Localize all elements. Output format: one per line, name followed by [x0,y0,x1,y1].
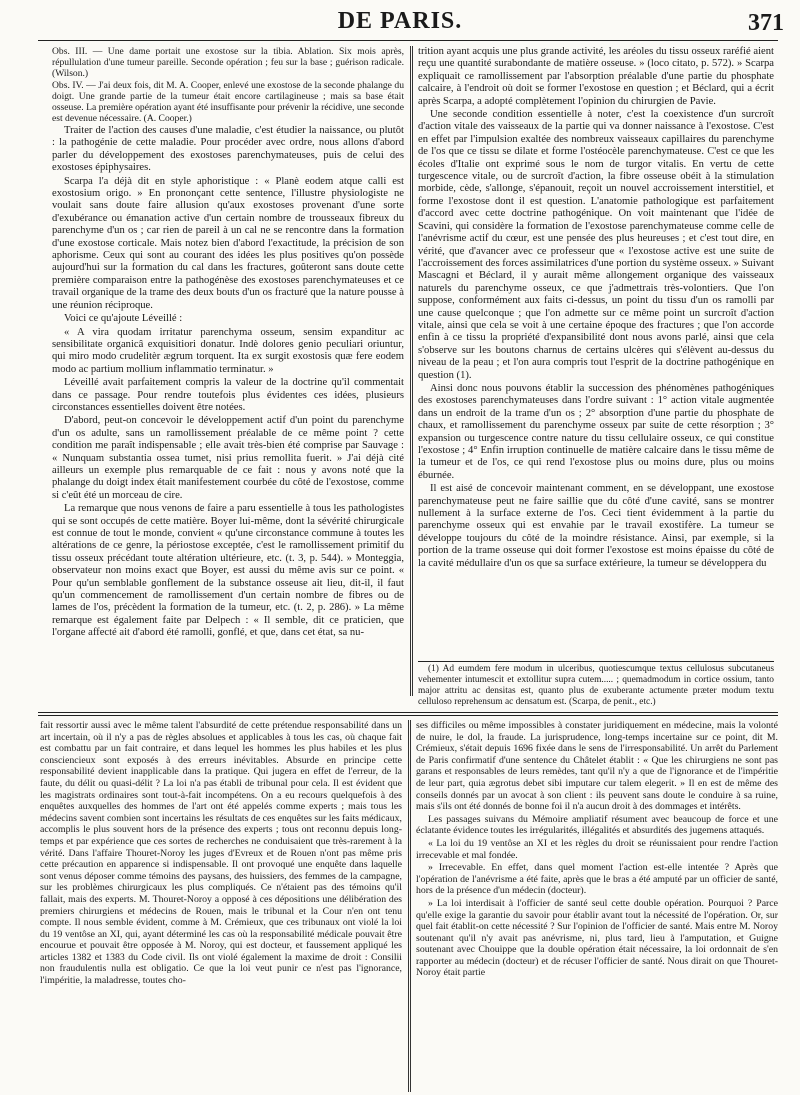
footnote-rule [418,661,774,662]
section-rule [38,712,778,713]
lower-left-text: fait ressortir aussi avec le même talent l'absurdité de cette prétendue responsabilité dans un art incertain, où il n'y a pas de règles absolues et applicables à tous les cas, où chaque fait est combattu par un fait contraire, et dans lequel les hommes les plus habiles et les plus consciencieux sont exposés à des erreurs inévitables. Absurde en principe cette responsabilité devient inapplicable dans la pratique. Qui jugera en effet de l'erreur, de la faute, du délit ou quasi-délit ? La loi n'a pas établi de tribunal pour cela. Il est évident que les magistrats ordinaires sont tout-à-fait incompétens. On a eu recours quelquefois à des enquêtes auxquelles des hommes de l'art ont été appelés comme experts ; mais tous les médecins savent combien sont incertains les résultats de ces enquêtes sur les faits médicaux, accomplis le plus souvent hors de la présence des experts ; tous ont reconnu depuis long-temps et par expérience que ces sortes de recherches ne conduisaient que très-rarement à la vérité. Dans l'affaire Thouret-Noroy les juges d'Evreux et de Rouen n'ont pas même pris cette précaution en apparence si indispensable. Il ont provoqué une enquête dans laquelle sont venus déposer comme témoins des paysans, des huissiers, des femmes de la campagne, sur les problèmes chirurgicaux les plus compliqués. Ce n'étaient pas des témoins qu'il fallait, mais des experts. M. Thouret-Noroy a opposé à ces dépositions une délibération des premiers chirurgiens et médecins de Rouen, mais le tribunal et la Cour n'en ont tenu compte. Il nous semble évident, comme à M. Crémieux, que ces tribunaux ont violé la loi du 19 ventôse an XI, qui, ayant déterminé les cas où la responsabilité médicale pouvait être encourue et pouvait être opposée à M. Noroy, qui est docteur, et faussement appliqué les articles 1382 et 1383 du Code civil. Ils ont violé également la maxime de droit : Consilii non fraudulentis nulla est obligatio. Ce que la loi veut punir ce n'est pas l'ignorance, l'impéritie, la maladresse, toutes cho- [40,720,402,987]
paragraph: Léveillé avait parfaitement compris la valeur de la doctrine qu'il commentait dans ce passage. Pour rendre toutefois plus évidentes ces idées, plusieurs circonstances essentielles doivent être notées. [52,377,404,413]
paragraph: La remarque que nous venons de faire a paru essentielle à tous les pathologistes qui se sont occupés de cette matière. Boyer lui-même, dont la sévérité chirurgicale est connue de tout le monde, convient « qu'une circonstance commune à toutes les altérations de ce genre, la périostose exceptée, c'est le ramollissement primitif du tissu osseux précédant toute altération ultérieure, etc. (t. 3, p. 544). » Monteggia, observateur non moins exact que Boyer, est aussi du même avis sur ce point. « Pour qu'un semblable gonflement de la substance osseuse ait lieu, dit-il, il faut qu'un commencement de ramollissement d'un certain nombre de fibres ou de lames de l'os, précèdent la formation de la tumeur, etc. (t. 2, p. 286). » La même remarque est également faite par Delpech : « Il semble, dit ce praticien, que l'organe affecté ait d'abord été ramolli, gonflé, et que, dans cet état, sa nu- [52,503,404,639]
paragraph: Voici ce qu'ajoute Léveillé : [64,313,183,325]
column-divider [410,46,413,696]
paragraph: trition ayant acquis une plus grande activité, les aréoles du tissu osseux raréfié aient reçu une quantité surabondante de matière osseuse. » (loco citato, p. 572). » Scarpa expliquait ce ramollissement par l'absorption préalable d'une partie du phosphate calcaire, à l'endroit où doit se former l'exostose en question ; et Béclard, qui a écrit après Scarpa, a adopté complètement l'opinion du chirurgien de Pavie. [418,46,774,107]
paragraph: Les passages suivans du Mémoire ampliatif résument avec beaucoup de force et une éclatante évidence toutes les irrégularités, illégalités et absurdités des jugemens attaqués. [416,813,778,837]
newspaper-title: DE PARIS. [337,8,463,34]
paragraph: « A vira quodam irritatur parenchyma osseum, sensim expanditur ac sensibilitate organicâ exquisitiori donatur. Indè dolores genio peculiari oriuntur, qui miro modo crudelitèr ægrum torquent. Ita ex surgit exostosis quæ fere eodem modo ac partium mollium inflammatio terminatur. » [52,326,404,375]
paragraph: » Irrecevable. En effet, dans quel moment l'action est-elle intentée ? Après que l'opération de l'anévrisme a été faite, après que le bras a été amputé par un officier de santé, hors de la présence d'un médecin (docteur). [416,862,778,897]
left-column [52,46,404,696]
paragraph: Scarpa l'a déjà dit en style aphoristique : « Planè eodem atque calli est exostosium origo. » En prononçant cette sentence, l'illustre physiologiste ne voulait sans doute faire allusion qu'aux exostoses provenant d'une sorte d'exubérance ou émanation active d'un certain nombre de trousseaux fibreux du parenchyme d'un os ; car rien de pareil à un cal ne se rencontre dans la formation d'une exostose corticale. Mais notez bien d'abord l'exactitude, la précision de son aphorisme. Ceux qui sont au courant des idées les plus positives qu'on possède aujourd'hui sur la formation du cal dans les fractures, goûteront sans doute cette première comparaison entre la pathogénèse des exostoses parenchymateuses et ce travail organique de la trame des deux bouts d'un os fracturé que la nature pousse à une réunion réciproque. [52,175,404,311]
right-column [418,46,774,650]
lower-column-divider [408,720,411,1092]
paragraph: Une seconde condition essentielle à noter, c'est la coexistence d'un surcroît d'action vitale des vaisseaux de la partie qui va donner naissance à l'exostose. C'est en effet par l'impulsion exaltée des nombreux vaisseaux capillaires du parenchyme de l'os que ce tissu se dilate et forme l'ostéocèle parenchymateuse. C'est ce que les écoles d'Italie ont exprimé sous le nom de turgor vitalis. En vertu de cette turgescence vitale, ou de surcroît d'action, la fibre osseuse obéit à la stimulation morbide, cède, s'allonge, s'épanouit, reçoit un nouvel accroissement interstitiel, et forme l'exostose dont il est question. L'anatomie pathologique est parfaitement d'accord avec cette doctrine pathogénique. On voit maintenant que l'idée de Scavini, qui considère la formation de l'exostose parenchymateuse comme celle de l'anévrisme actif du cœur, est une pensée des plus heureuses ; et c'est tout dire, en vérité, que d'avancer avec ce professeur que « l'exostose active est une suite de l'accroissement des forces assimilatrices d'une portion du système osseux. » Suivant Mascagni et Béclard, il y aurait même allongement organique des vaisseaux naturels du parenchyme osseux, ce que j'admettrais très-volontiers. Que l'on suppose, conformément aux faits ci-dessus, un point du tissu d'un os ramolli par une cause quelconque ; que l'on admette sur ce même point un surcroît d'action vitale, ainsi que cela se voit à une certaine époque des fractures ; que l'on accorde enfin à ce tissu la propriété d'expansibilité dont nous avons parlé, ainsi que cela s'observe sur les boutons charnus de certains ulcères qui s'élèvent au-dessus du niveau de la peau ; et l'on aura compris tout l'esprit de la doctrine pathogénique en question (1). [418,109,774,381]
paragraph: D'abord, peut-on concevoir le développement actif d'un point du parenchyme d'un os adulte, sans un ramollissement préalable de ce même point ? cette condition me paraît indispensable ; elle avait très-bien été comprise par Sauvage : « Nunquam substantia ossea tumet, nisi prius remollita fuerit. » J'ai déjà cité ailleurs un exemple plus remarquable de ce fait : nous y avons noté que la phalange du doigt index était manifestement courbée du côté de l'exostose, comme si c'eût été un morceau de cire. [52,415,404,501]
paragraph: » La loi interdisait à l'officier de santé seul cette double opération. Pourquoi ? Parce qu'elle exige la garantie du savoir pour établir avant tout la nécessité de l'opération. Or, sur quel fait établit-on cette nécessité ? Sur l'opinion de l'officier de santé. Mais entre M. Noroy soutenant qu'il n'y avait pas anévrisme, ni, plus tard, lieu à l'amputation, et Guigne soutenant avec Chouippe que la double opération était nécessaire, la loi ordonnait de s'en rapporter au médecin (docteur) et de récuser l'officier de santé. Nous dirait on que Thouret-Noroy était partie [416,897,778,979]
paragraph: Traiter de l'action des causes d'une maladie, c'est étudier la naissance, ou plutôt : la pathogénie de cette maladie. Pour procéder avec ordre, nous allons d'abord parler du développement des exostoses parenchymateuses, puis de celui des exostoses épiphysaires. [52,125,404,174]
paragraph: Obs. IV. — J'ai deux fois, dit M. A. Cooper, enlevé une exostose de la seconde phalange du doigt. Une grande partie de la tumeur était encore cartilagineuse ; mais sa base était osseuse. La première opération ayant été insuffisante pour prévenir la récidive, une seconde est devenue nécessaire. (A. Cooper.) [52,80,404,124]
footnote-text: (1) Ad eumdem fere modum in ulceribus, quotiescumque textus cellulosus subcutaneus vehementer intumescit et extollitur supra cutem..... ; quemadmodum in cortice ossium, tanto major attritu ac densitas est, quanto plus de exuberante actumente præter modum textu celluloso reprehensum ac densatum est. (Scarpa, de penit., etc.) [418,664,774,707]
page-number: 371 [748,10,784,36]
paragraph: « La loi du 19 ventôse an XI et les règles du droit se réunissaient pour rendre l'action irrecevable et mal fondée. [416,837,778,861]
lower-left-column [40,720,402,1092]
page-header [0,8,800,42]
paragraph: Obs. III. — Une dame portait une exostose sur la tibia. Ablation. Six mois après, répullulation d'une tumeur pareille. Seconde opération ; feu sur la base ; guérison radicale. (Wilson.) [52,46,404,79]
footnote [418,664,774,710]
section-rule-2 [38,715,778,716]
paragraph: Ainsi donc nous pouvons établir la succession des phénomènes pathogéniques des exostoses parenchymateuses dans l'ordre suivant : 1° action vitale augmentée dans un endroit de la trame d'un os ; 2° absorption d'une partie du phosphate de chaux, et ramollissement du parenchyme osseux par suite de cette résorption ; 3° expansion ou turgescence contre nature du tissu cellulaire osseux, ce qui constitue l'exostose ; 4° Enfin irruption continuelle de matière calcaire dans le tissu même de la tumeur et de l'os, ce qui rend l'exostose plus ou moins dure, plus ou moins éburnée. [418,382,774,481]
lower-right-column [416,720,778,1092]
header-rule [38,40,778,41]
paragraph: ses difficiles ou même impossibles à constater juridiquement en médecine, mais la volonté de nuire, le dol, la fraude. La jurisprudence, long-temps incertaine sur ce point, dit M. Crémieux, s'était depuis 1696 fixée dans le sens de l'irresponsabilité. Un arrêt du Parlement de Paris confirmatif d'une sentence du Châtelet établit : « Que les chirurgiens ne sont pas garans et responsables de leurs remèdes, tant qu'il n'y a que de l'ignorance et de l'impéritie de leur part, quia ægrotus debet sibi imputare cur talem elegerit. » Il en est de même des conseils donnés par un avocat à son client : ils peuvent sans doute le conduire à sa ruine, mais s'ils ont été donnés de bonne foi il n'a aucun droit à des dommages et intérêts. [416,720,778,813]
paragraph: Il est aisé de concevoir maintenant comment, en se développant, une exostose parenchymateuse peut ne faire saillie que du côté d'une cavité, sans se montrer nullement à la surface externe de l'os. Ceci tient évidemment à la partie du parenchyme osseux qui est envahie par le travail exostifère. La tumeur se développe toujours du côté de la moindre résistance. Ainsi, par exemple, si la portion de la trame osseuse qui doit former l'exostose est moins épaisse du côté de la cavité médullaire d'un os que sa surface extérieure, la tumeur se développera du [418,483,774,569]
